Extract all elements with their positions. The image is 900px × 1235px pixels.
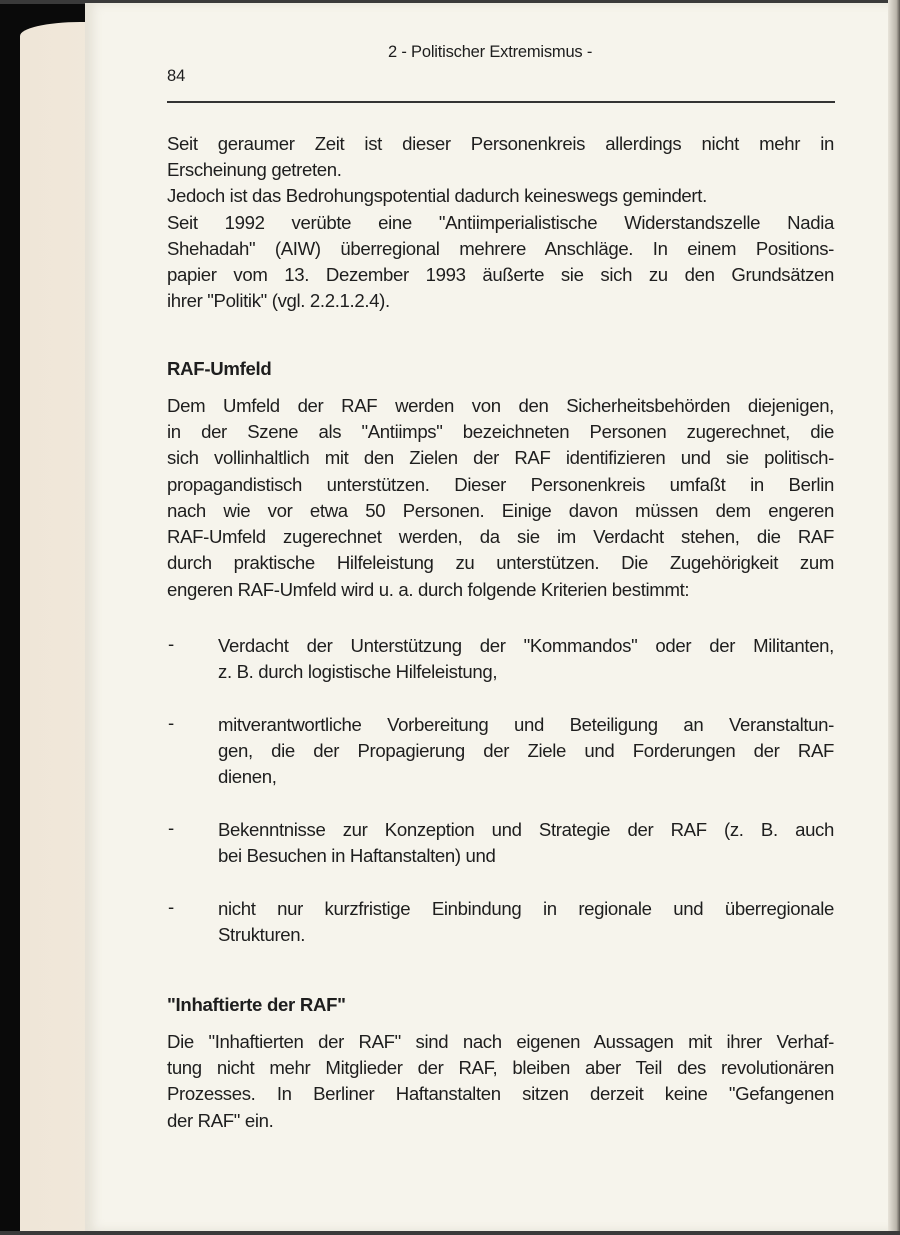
dash-bullet: - xyxy=(168,896,175,917)
text-line: papier vom 13. Dezember 1993 äußerte sie sich zu den Grundsätzen xyxy=(167,264,834,285)
text-line: engeren RAF-Umfeld wird u. a. durch folgende Kriterien bestimmt: xyxy=(167,579,690,600)
text-line: bei Besuchen in Haftanstalten) und xyxy=(218,845,496,866)
text-line: tung nicht mehr Mitglieder der RAF, bleiben aber Teil des revolutionären xyxy=(167,1057,834,1078)
text-line: in der Szene als "Antiimps" bezeichneten Personen zugerechnet, die xyxy=(167,421,834,442)
text-line: Shehadah" (AIW) überregional mehrere Anschläge. In einem Positions- xyxy=(167,238,834,259)
text-line: Strukturen. xyxy=(218,924,306,945)
text-line: sich vollinhaltlich mit den Zielen der RAF identifizieren und sie politisch- xyxy=(167,447,834,468)
text-line: Prozesses. In Berliner Haftanstalten sitzen derzeit keine "Gefangenen xyxy=(167,1083,834,1104)
text-line: Bekenntnisse zur Konzeption und Strategie der RAF (z. B. auch xyxy=(218,819,834,840)
running-head: 2 - Politischer Extremismus - xyxy=(388,43,593,61)
dash-bullet: - xyxy=(168,817,175,838)
section-heading-raf-umfeld: RAF-Umfeld xyxy=(167,358,272,379)
text-line: mitverantwortliche Vorbereitung und Beteiligung an Veranstaltun- xyxy=(218,714,834,735)
text-line: Erscheinung getreten. xyxy=(167,159,342,180)
text-line: der RAF" ein. xyxy=(167,1110,274,1131)
dash-bullet: - xyxy=(168,633,175,654)
text-line: durch praktische Hilfeleistung zu unterstützen. Die Zugehörigkeit zum xyxy=(167,552,834,573)
text-line: nicht nur kurzfristige Einbindung in regionale und überregionale xyxy=(218,898,834,919)
text-line: Verdacht der Unterstützung der "Kommandos" oder der Militanten, xyxy=(218,635,834,656)
text-line: dienen, xyxy=(218,766,277,787)
text-line: RAF-Umfeld zugerechnet werden, da sie im Verdacht stehen, die RAF xyxy=(167,526,834,547)
text-line: z. B. durch logistische Hilfeleistung, xyxy=(218,661,498,682)
header-rule xyxy=(167,101,835,103)
text-line: Dem Umfeld der RAF werden von den Sicherheitsbehörden diejenigen, xyxy=(167,395,834,416)
text-line: nach wie vor etwa 50 Personen. Einige davon müssen dem engeren xyxy=(167,500,834,521)
text-line: ihrer "Politik" (vgl. 2.2.1.2.4). xyxy=(167,290,390,311)
dash-bullet: - xyxy=(168,712,175,733)
section-heading-inhaftierte: "Inhaftierte der RAF" xyxy=(167,994,346,1015)
text-line: Jedoch ist das Bedrohungspotential dadurch keineswegs gemindert. xyxy=(167,185,707,206)
text-line: Die "Inhaftierten der RAF" sind nach eigenen Aussagen mit ihrer Verhaf- xyxy=(167,1031,834,1052)
text-line: Seit 1992 verübte eine "Antiimperialistische Widerstandszelle Nadia xyxy=(167,212,834,233)
text-line: propagandistisch unterstützen. Dieser Personenkreis umfaßt in Berlin xyxy=(167,474,834,495)
text-line: gen, die der Propagierung der Ziele und Forderungen der RAF xyxy=(218,740,834,761)
page-number: 84 xyxy=(167,67,186,85)
text-line: Seit geraumer Zeit ist dieser Personenkreis allerdings nicht mehr in xyxy=(167,133,834,154)
